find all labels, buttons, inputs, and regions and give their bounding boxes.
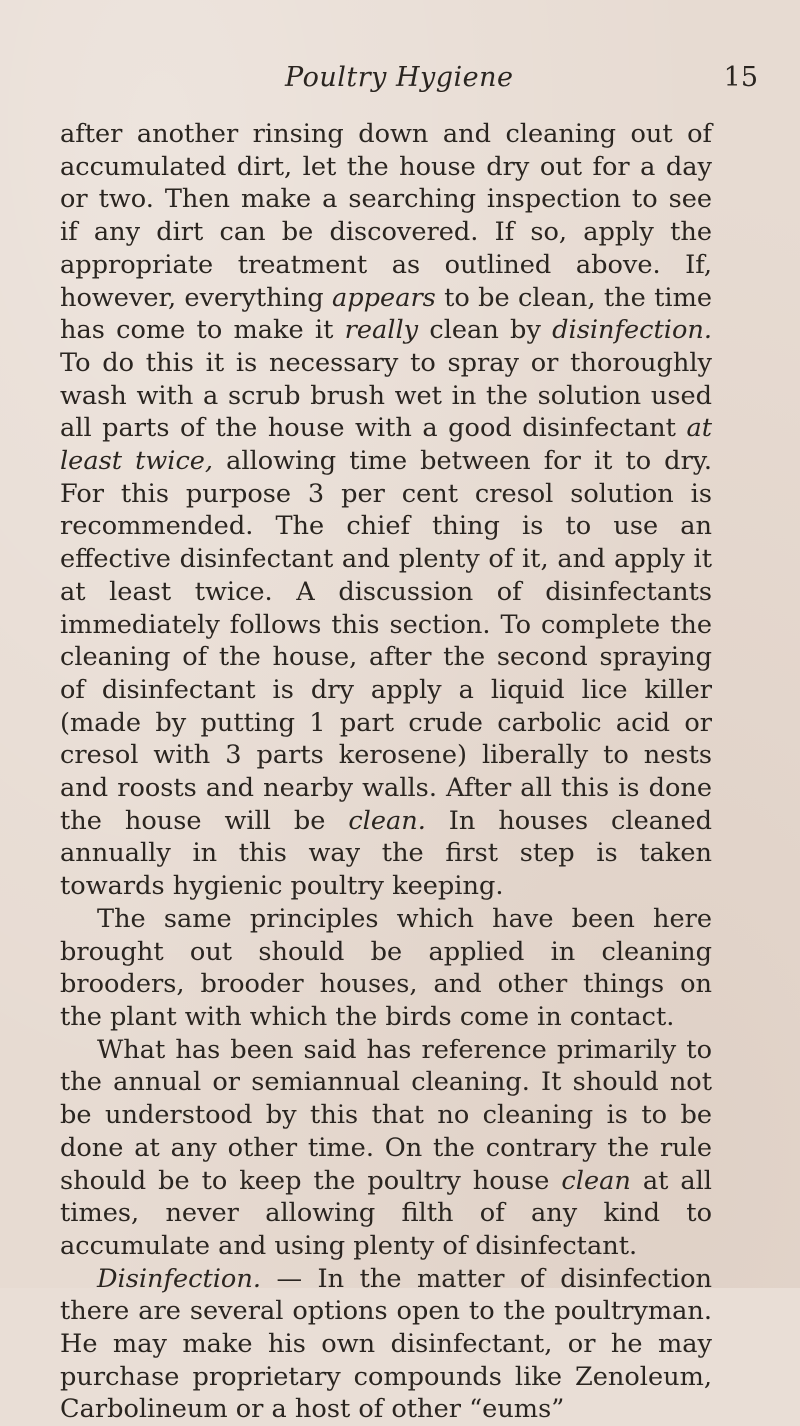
italic-segment: at least twice, <box>60 413 712 477</box>
text-segment: To do this it is necessary to spray or thoroughly wash with a scrub brush wet in the solution used all parts of the house with a good disinfectant <box>60 347 712 444</box>
text-segment: after another rinsing down and cleaning out of accumulated dirt, let the house dry out for a day or two. Then make a searching inspection to see if any dirt can be discovered. If so, apply the appropriate treatment as outlined above. If, however, everything <box>60 119 712 313</box>
paragraph-4 <box>60 1263 712 1426</box>
text-segment: The same principles which have been here brought out should be applied in cleaning brooders, brooder houses, and other things on the plant with which the birds come in contact. <box>60 903 712 1032</box>
italic-segment: really <box>344 315 419 346</box>
italic-segment: clean. <box>348 805 426 836</box>
text-segment: — In the matter of disinfection there are several options open to the poultryman. He may make his own disinfectant, or he may purchase proprietary compounds like Zenoleum, Carbolineum or a host of other “eums” <box>60 1263 712 1425</box>
text-segment: allowing time between for it to dry. For this purpose 3 per cent cresol solution is recommended. The chief thing is to use an effective disinfectant and plenty of it, and apply it at least twice. A discussion of disinfectants immediately follows this section. To complete the cleaning of the house, after the second spraying of disinfectant is dry apply a liquid lice killer (made by putting 1 part crude carbolic acid or cresol with 3 parts kerosene) liberally to nests and roosts and nearby walls. After all this is done the house will be <box>60 446 712 836</box>
page-number: 15 <box>723 62 758 93</box>
text-segment: to be clean, the time has come to make it <box>60 282 712 346</box>
text-segment: clean by <box>418 315 553 346</box>
text-segment: What has been said has reference primarily to the annual or semiannual cleaning. It should not be understood by this that no cleaning is to be done at any other time. On the contrary the rule should be to keep the poultry house <box>60 1034 712 1196</box>
text-segment: at all times, never allowing filth of any kind to accumulate and using plenty of disinfectant. <box>60 1165 712 1261</box>
section-heading: Disinfection. <box>97 1263 261 1294</box>
running-title: Poultry Hygiene <box>285 62 514 93</box>
body-text <box>60 118 712 1426</box>
italic-segment: appears <box>332 282 436 313</box>
paragraph-1 <box>60 118 712 903</box>
paragraph-3 <box>60 1034 712 1263</box>
paragraph-2 <box>60 903 712 1034</box>
text-segment: In houses cleaned annually in this way the first step is taken towards hygienic poultry keeping. <box>60 805 712 902</box>
page-header <box>0 62 800 102</box>
italic-segment: disinfection. <box>552 315 712 346</box>
italic-segment: clean <box>561 1165 631 1196</box>
